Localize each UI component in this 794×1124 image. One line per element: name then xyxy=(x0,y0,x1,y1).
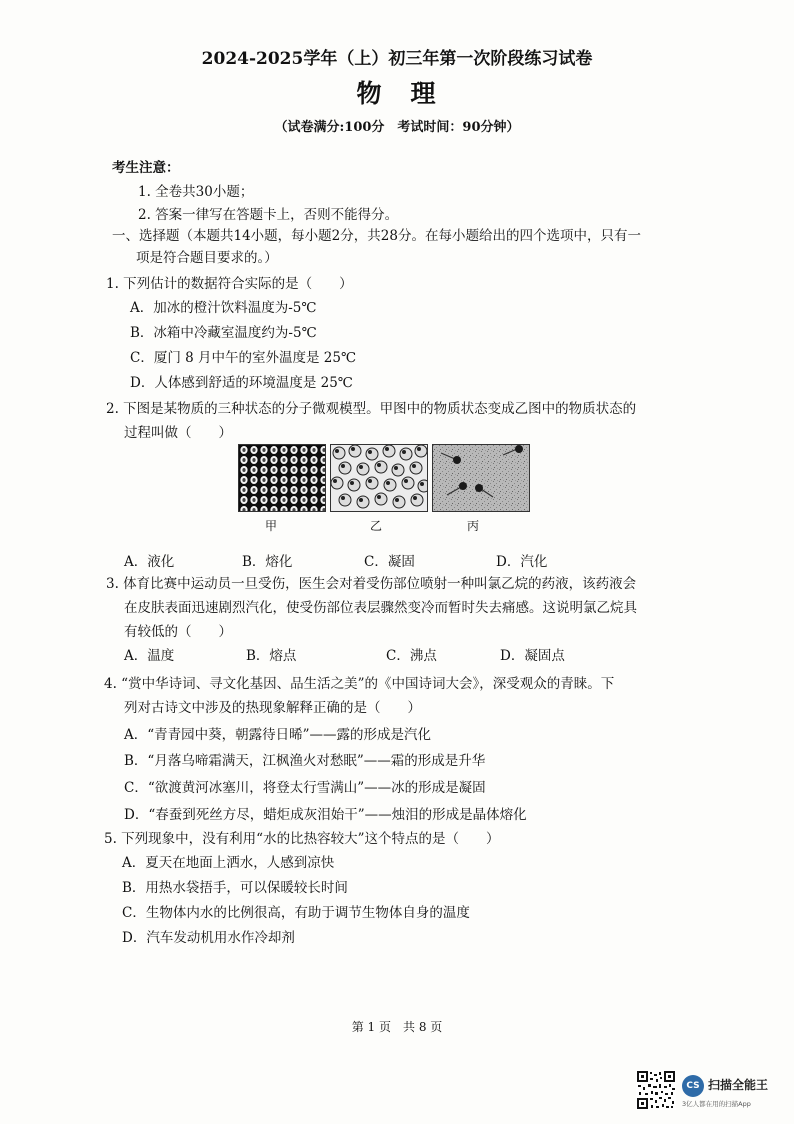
question-stem: 列对古诗文中涉及的热现象解释正确的是（ ） xyxy=(124,700,421,716)
option: D．汽化 xyxy=(496,554,548,570)
solid-state-image xyxy=(238,444,326,512)
option: B．熔化 xyxy=(242,554,293,570)
option: A．“青青园中葵，朝露待日晞”——露的形成是汽化 xyxy=(124,727,432,743)
camscanner-logo-icon: CS xyxy=(682,1075,704,1097)
question-stem: 5. 下列现象中，没有利用“水的比热容较大”这个特点的是（ ） xyxy=(104,831,500,847)
question-stem: 在皮肤表面迅速剧烈汽化，使受伤部位表层骤然变冷而暂时失去痛感。这说明氯乙烷具 xyxy=(124,600,637,616)
figure-label: 甲 xyxy=(265,519,278,533)
liquid-state-image xyxy=(330,444,428,512)
option: C．生物体内水的比例很高，有助于调节生物体自身的温度 xyxy=(122,905,470,921)
question-stem: 1. 下列估计的数据符合实际的是（ ） xyxy=(106,276,353,292)
page-number: 第 1 页 共 8 页 xyxy=(351,1020,443,1034)
subject-title: 物 理 xyxy=(356,79,438,108)
scanner-watermark xyxy=(636,1070,786,1116)
option: C．“欲渡黄河冰塞川，将登太行雪满山”——冰的形成是凝固 xyxy=(124,780,486,796)
option: A．夏天在地面上洒水，人感到凉快 xyxy=(122,855,335,871)
question-stem: 有较低的（ ） xyxy=(124,624,232,640)
option: D．汽车发动机用水作冷却剂 xyxy=(122,930,295,946)
option: C．厦门 8 月中午的室外温度是 25℃ xyxy=(130,350,357,366)
option: C．凝固 xyxy=(364,554,415,570)
option: D．人体感到舒适的环境温度是 25℃ xyxy=(130,375,353,391)
question-stem: 4. “赏中华诗词、寻文化基因、品生活之美”的《中国诗词大会》，深受观众的青睐。下 xyxy=(104,676,615,692)
option: B．冰箱中冷藏室温度约为-5℃ xyxy=(130,325,317,341)
scanner-app-name: 扫描全能王 xyxy=(708,1078,769,1092)
option: B．熔点 xyxy=(246,648,297,664)
question-stem: 3. 体育比赛中运动员一旦受伤，医生会对着受伤部位喷射一种叫氯乙烷的药液，该药液会 xyxy=(106,576,637,592)
figure-label: 乙 xyxy=(370,519,383,533)
figure-label: 丙 xyxy=(467,519,480,533)
qr-code-icon xyxy=(636,1070,676,1110)
question-stem: 2. 下图是某物质的三种状态的分子微观模型。甲图中的物质状态变成乙图中的物质状态的 xyxy=(106,401,637,417)
notice-item: 2. 答案一律写在答题卡上，否则不能得分。 xyxy=(138,207,399,223)
exam-title: 2024-2025学年（上）初三年第一次阶段练习试卷 xyxy=(201,49,593,69)
option: B．用热水袋捂手，可以保暖较长时间 xyxy=(122,880,348,896)
notice-heading: 考生注意： xyxy=(112,160,180,176)
section-instruction: 一、选择题（本题共14小题，每小题2分，共28分。在每小题给出的四个选项中，只有一 xyxy=(112,228,641,244)
section-instruction: 项是符合题目要求的。） xyxy=(136,250,278,266)
molecular-state-figure xyxy=(238,444,530,510)
option: D．“春蚕到死丝方尽，蜡炬成灰泪始干”——烛泪的形成是晶体熔化 xyxy=(124,807,527,823)
option: A．加冰的橙汁饮料温度为-5℃ xyxy=(130,300,317,316)
option: D．凝固点 xyxy=(500,648,565,664)
question-stem: 过程叫做（ ） xyxy=(124,425,232,441)
option: C．沸点 xyxy=(386,648,437,664)
exam-meta: （试卷满分:100分 考试时间：90分钟） xyxy=(274,120,520,135)
gas-state-image xyxy=(432,444,530,512)
notice-item: 1. 全卷共30小题； xyxy=(138,184,254,200)
option: B．“月落乌啼霜满天，江枫渔火对愁眠”——霜的形成是升华 xyxy=(124,753,486,769)
scanner-tagline: 3亿人都在用的扫描App xyxy=(682,1100,751,1108)
option: A．液化 xyxy=(124,554,175,570)
option: A．温度 xyxy=(124,648,175,664)
